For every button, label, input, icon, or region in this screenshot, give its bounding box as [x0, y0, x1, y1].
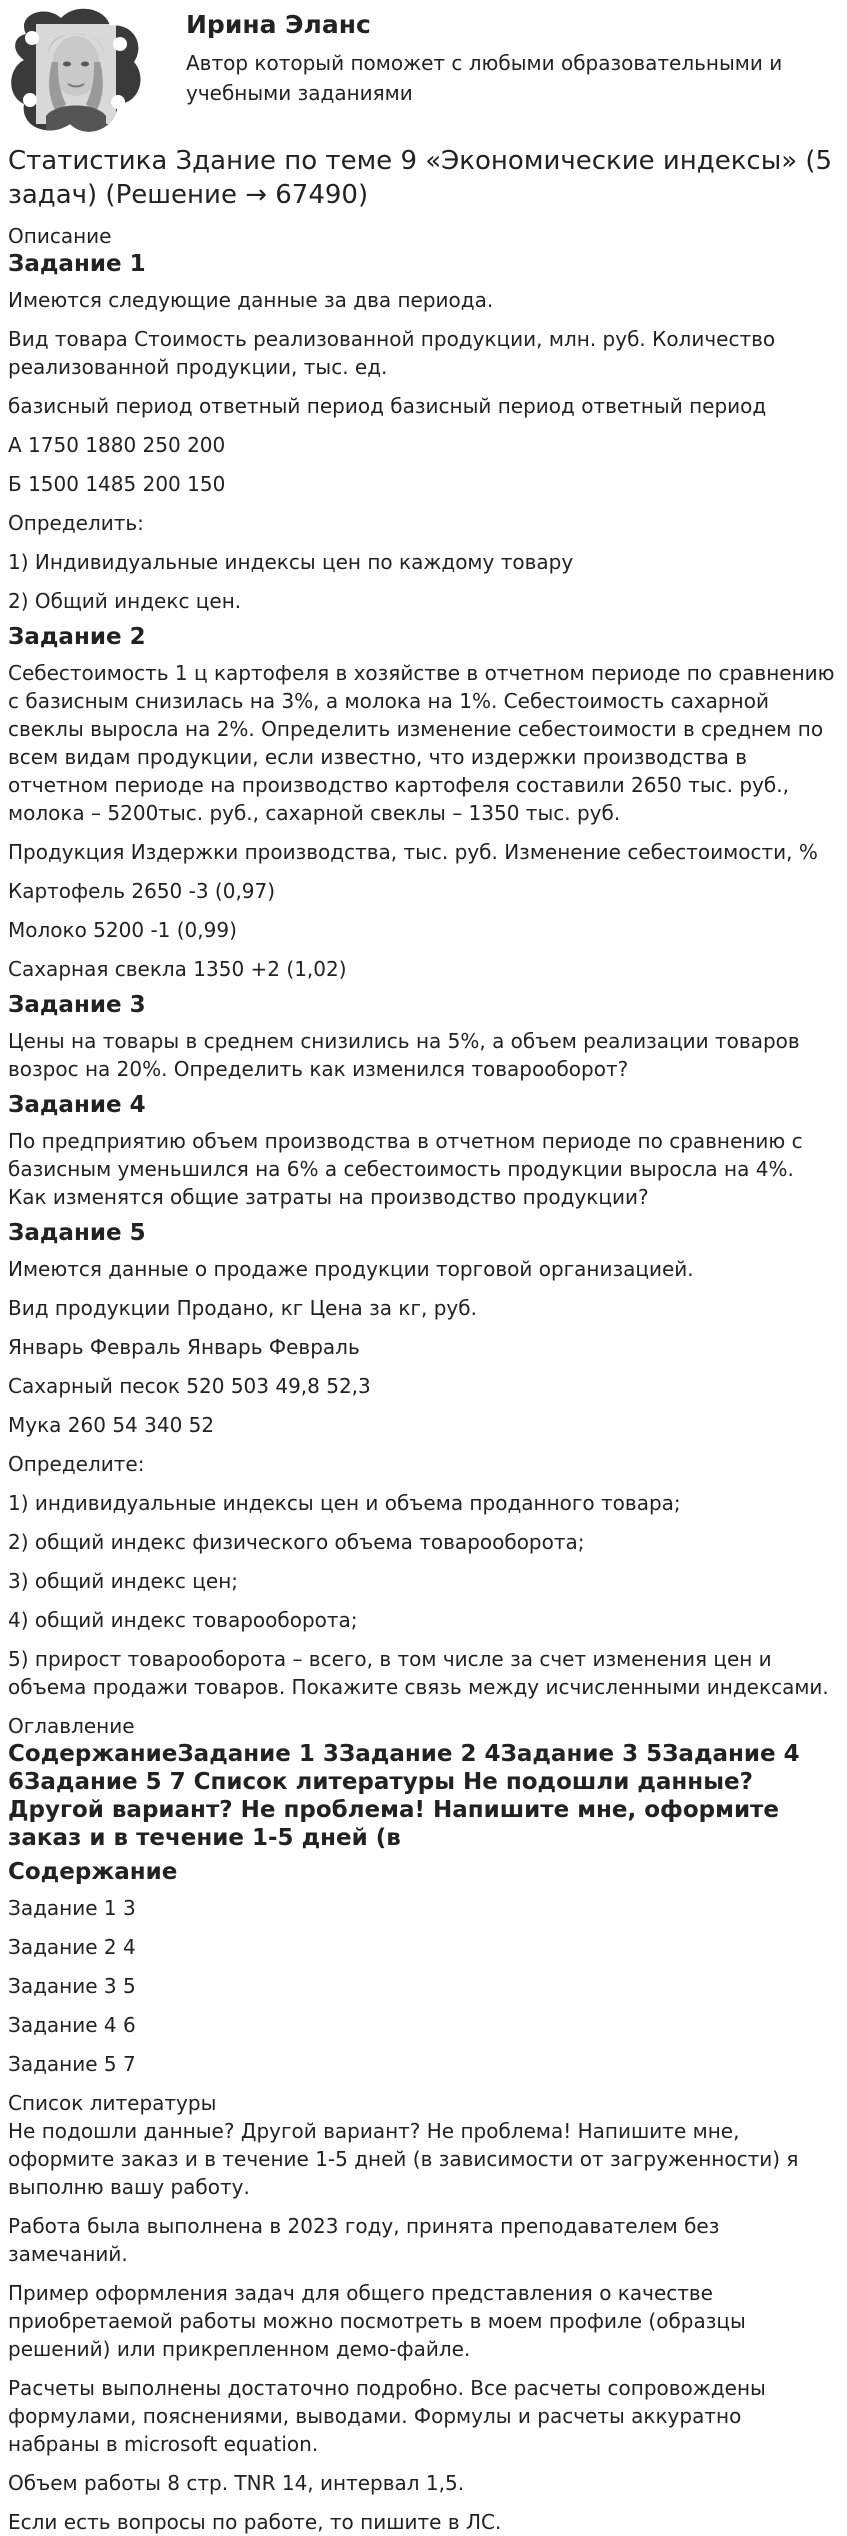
task-paragraph: Мука 260 54 340 52 [8, 1413, 215, 1437]
task-paragraph: Продукция Издержки производства, тыс. руб. Изменение себестоимости, % [8, 840, 818, 864]
task-paragraph: Вид продукции Продано, кг Цена за кг, руб. [8, 1296, 477, 1320]
main-content [8, 144, 838, 2536]
contents-item: Задание 1 3 [8, 1896, 136, 1920]
contents-item: Задание 3 5 [8, 1974, 136, 1998]
author-avatar[interactable] [6, 4, 146, 140]
task-paragraph: 5) прирост товарооборота – всего, в том числе за счет изменения цен и объема продажи товаров. Покажите связь между исчисленными индексами. [8, 1647, 829, 1699]
closing-paragraph: Не подошли данные? Другой вариант? Не проблема! Напишите мне, оформите заказ и в течение 1-5 дней (в зависимости от загруженности) я выполню вашу работу. [8, 2119, 799, 2199]
task-3 [8, 991, 838, 1083]
closing-paragraph: Объем работы 8 стр. TNR 14, интервал 1,5. [8, 2471, 465, 2495]
task-title: Задание 3 [8, 992, 146, 1018]
contents-item: Задание 4 6 [8, 2013, 136, 2037]
task-paragraph: Определить: [8, 511, 144, 535]
task-paragraph: 2) Общий индекс цен. [8, 589, 242, 613]
description-label: Описание [8, 224, 112, 248]
task-paragraph: По предприятию объем производства в отчетном периоде по сравнению с базисным уменьшился на 6% а себестоимость продукции выросла на 4%. Как изменятся общие затраты на производство продукции? [8, 1129, 803, 1209]
toc-heading: СодержаниеЗадание 1 3Задание 2 4Задание 3 5Задание 4 6Задание 5 7 Список литературы Не подошли данные? Другой вариант? Не проблема! Напишите мне, оформите заказ и в течение 1-5 дней (в [8, 1741, 800, 1851]
contents-item: Задание 2 4 [8, 1935, 136, 1959]
page-title: Статистика Здание по теме 9 «Экономические индексы» (5 задач) (Решение → 67490) [8, 146, 833, 210]
task-title: Задание 1 [8, 251, 146, 277]
task-paragraph: А 1750 1880 250 200 [8, 433, 226, 457]
task-paragraph: Молоко 5200 -1 (0,99) [8, 918, 237, 942]
task-paragraph: Себестоимость 1 ц картофеля в хозяйстве в отчетном периоде по сравнению с базисным снизилась на 3%, а молока на 1%. Себестоимость сахарной свеклы выросла на 2%. Определить изменение себестоимости в среднем по всем видам продукции, если известно, что издержки производства в отчетном периоде на производство картофеля составили 2650 тыс. руб., молока – 5200тыс. руб., сахарной свеклы – 1350 тыс. руб. [8, 661, 835, 825]
task-paragraph: Имеются следующие данные за два периода. [8, 288, 494, 312]
task-paragraph: Картофель 2650 -3 (0,97) [8, 879, 276, 903]
task-title: Задание 2 [8, 624, 146, 650]
closing-paragraph: Пример оформления задач для общего представления о качестве приобретаемой работы можно посмотреть в моем профиле (образцы решений) или прикрепленном демо-файле. [8, 2281, 746, 2361]
task-title: Задание 5 [8, 1220, 146, 1246]
toc-label: Оглавление [8, 1714, 135, 1738]
task-paragraph: Б 1500 1485 200 150 [8, 472, 226, 496]
task-paragraph: 3) общий индекс цен; [8, 1569, 239, 1593]
task-paragraph: 4) общий индекс товарооборота; [8, 1608, 358, 1632]
task-4 [8, 1091, 838, 1211]
bibliography-label: Список литературы [8, 2091, 217, 2115]
closing-paragraph: Работа была выполнена в 2023 году, принята преподавателем без замечаний. [8, 2214, 720, 2266]
contents-item: Задание 5 7 [8, 2052, 136, 2076]
task-paragraph: 1) Индивидуальные индексы цен по каждому товару [8, 550, 574, 574]
task-paragraph: Определите: [8, 1452, 145, 1476]
task-paragraph: 1) индивидуальные индексы цен и объема проданного товара; [8, 1491, 681, 1515]
task-paragraph: Имеются данные о продаже продукции торговой организацией. [8, 1257, 694, 1281]
author-description: Автор который поможет с любыми образовательными и учебными заданиями [186, 51, 783, 105]
task-paragraph: 2) общий индекс физического объема товарооборота; [8, 1530, 585, 1554]
task-paragraph: Январь Февраль Январь Февраль [8, 1335, 360, 1359]
closing-paragraph: Расчеты выполнены достаточно подробно. Все расчеты сопровождены формулами, пояснениями, выводами. Формулы и расчеты аккуратно набраны в microsoft equation. [8, 2376, 766, 2456]
contents-title: Содержание [8, 1859, 178, 1885]
task-5 [8, 1219, 838, 1701]
task-paragraph: базисный период ответный период базисный период ответный период [8, 394, 767, 418]
task-paragraph: Цены на товары в среднем снизились на 5%, а объем реализации товаров возрос на 20%. Определить как изменился товарооборот? [8, 1029, 800, 1081]
task-paragraph: Вид товара Стоимость реализованной продукции, млн. руб. Количество реализованной продукции, тыс. ед. [8, 327, 776, 379]
task-paragraph: Сахарный песок 520 503 49,8 52,3 [8, 1374, 371, 1398]
task-1 [8, 250, 838, 615]
task-2 [8, 623, 838, 983]
author-header [0, 0, 847, 150]
task-paragraph: Сахарная свекла 1350 +2 (1,02) [8, 957, 347, 981]
author-name[interactable]: Ирина Эланс [186, 10, 371, 39]
task-title: Задание 4 [8, 1092, 146, 1118]
closing-paragraph: Если есть вопросы по работе, то пишите в ЛС. [8, 2510, 502, 2534]
